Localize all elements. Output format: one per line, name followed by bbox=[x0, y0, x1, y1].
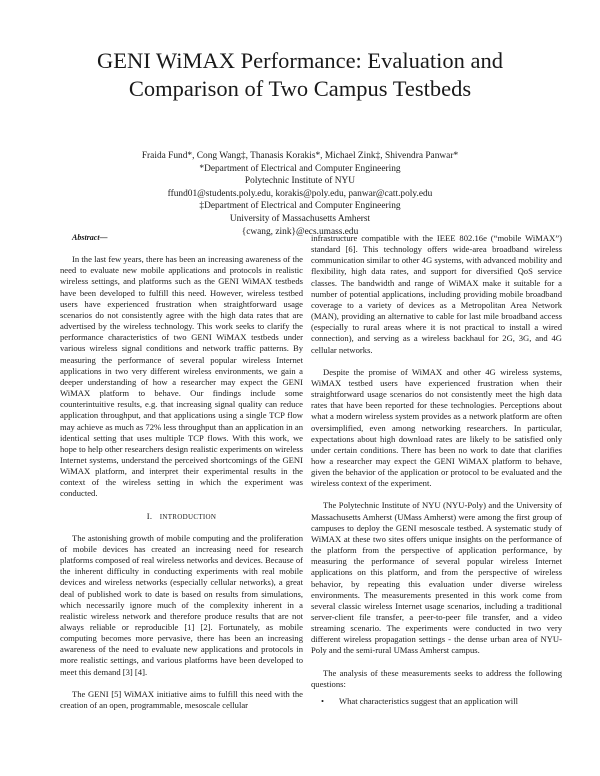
right-paragraph-1: infrastructure compatible with the IEEE 802.16e (“mobile WiMAX”) standard [6]. This technology offers wide-area broadband wireless communication similar to other 4G systems, with advanced mobility and flexibility, high data rates, and support for diversified QoS service classes. The bandwidth and range of WiMAX make it suitable for a number of potential applications, including providing mobile broadband coverage to a variety of devices as a Metropolitan Area Network (MAN), providing an alternative to cable for last mile broadband access (especially to rural areas where it is not practical to install a wired connection), and serving as a wireless backhaul for 2G, 3G, and 4G cellular networks. bbox=[311, 233, 562, 355]
affiliation-nyu: Polytechnic Institute of NYU bbox=[244, 176, 356, 187]
author-block bbox=[40, 150, 560, 238]
right-paragraph-3: The Polytechnic Institute of NYU (NYU-Poly) and the University of Massachusetts Amherst (UMass Amherst) were among the first group of campuses to deploy the GENI mesoscale testbed. A systematic study of WiMAX at these two sites offers unique insights on the performance of the platform from the perspective of application performance, by measuring the performance of several popular wireless Internet applications on this platform, and from the perspective of wireless behavior, by repeating this evaluation under diverse wireless environments. The measurements presented in this work come from several classic wireless Internet usage scenarios, including a traditional server-client file transfer, a peer-to-peer file transfer, and a video streaming scenario. The experiments were conducted in two very different wireless propagation settings - the dense urban area of NYU-Poly and the semi-rural UMass Amherst campus. bbox=[311, 500, 562, 656]
list-item-text: What characteristics suggest that an application will bbox=[339, 695, 518, 706]
right-column bbox=[311, 233, 562, 707]
bullet-icon: • bbox=[321, 695, 325, 706]
affiliation-dept-nyu: *Department of Electrical and Computer Engineering bbox=[199, 163, 401, 174]
right-paragraph-2: Despite the promise of WiMAX and other 4G wireless systems, WiMAX testbed users have experienced frustration when their straightforward usage scenarios do not consistently meet the high data rates that have been reported for these technologies. Perceptions about what a modern wireless system provides as a network platform are often oversimplified, even among networking researchers. In particular, expectations about high download rates are likely to be satisfied only under certain conditions. There has been no work to date that clarifies how a researcher may expect the GENI WiMAX platform to behave, given the behavior of the application or protocol to be evaluated and the wireless context of the experiment. bbox=[311, 366, 562, 489]
affiliation-umass: University of Massachusetts Amherst bbox=[229, 213, 371, 224]
abstract-text: In the last few years, there has been an increasing awareness of the need to evaluate new mobile applications and protocols in realistic wireless settings, and platforms such as the GENI WiMAX testbeds have been developed to fulfill this need. However, wireless testbed users have experienced frustration when straightforward usage scenarios do not consistently agree with the high data rates that are advertised by the wireless technology. This work seeks to clarify the performance characteristics of two GENI WiMAX testbeds under various wireless signal conditions and network traffic patterns. By measuring the performance of several popular wireless Internet applications in two very different wireless environments, we gain a deeper understanding of how a researcher may expect the GENI WiMAX platform to behave. Our findings include some counterintuitive results, e.g. that increasing signal quality can reduce application throughput, and that applications using a single TCP flow may achieve as much as 72% less throughput than an application in an identical setting that uses multiple TCP flows. With this work, we hope to help other researchers design realistic experiments on wireless Internet systems, understand the perceived shortcomings of the GENI WiMAX platform, and interpret their experimental results in the context of the wireless setting in which the experiment was conducted. bbox=[60, 254, 303, 499]
author-names: Fraida Fund*, Cong Wang‡, Thanasis Korakis*, Michael Zink‡, Shivendra Panwar* bbox=[141, 151, 459, 161]
abstract-heading: Abstract— bbox=[72, 233, 108, 242]
question-list bbox=[311, 696, 562, 707]
intro-paragraph-1: The astonishing growth of mobile computing and the proliferation of mobile devices has created an increasing need for research platforms composed of real wireless networks and devices. Because of the inherent difficulty in conducting experiments with real mobile devices and wireless networks (especially cellular networks), a great deal of published work to date is based on results from simulations, which necessarily ignore much of the complexity inherent in a realistic wireless network and therefore produce results that are not always reliable or reproducible [1] [2]. Fortunately, as mobile computing becomes more pervasive, there has been an increasing awareness of the need to evaluate new applications and protocols in more realistic settings, and various platforms have been developed to meet this demand [3] [4]. bbox=[60, 532, 303, 677]
emails-umass: {cwang, zink}@ecs.umass.edu bbox=[241, 226, 359, 237]
section-heading bbox=[60, 511, 303, 523]
intro-paragraph-2: The GENI [5] WiMAX initiative aims to fulfill this need with the creation of an open, programmable, mesoscale cellular bbox=[60, 688, 303, 710]
right-paragraph-4: The analysis of these measurements seeks to address the following questions: bbox=[311, 667, 562, 689]
paper-title: GENI WiMAX Performance: Evaluation and Comparison of Two Campus Testbeds bbox=[96, 48, 504, 101]
emails-nyu: ffund01@students.poly.edu, korakis@poly.edu, panwar@catt.poly.edu bbox=[167, 188, 433, 199]
affiliation-dept-umass: ‡Department of Electrical and Computer Engineering bbox=[199, 201, 401, 212]
section-number: I. bbox=[146, 510, 153, 521]
list-item bbox=[311, 696, 562, 707]
section-title: INTRODUCTION bbox=[159, 512, 217, 521]
left-column bbox=[60, 232, 303, 711]
